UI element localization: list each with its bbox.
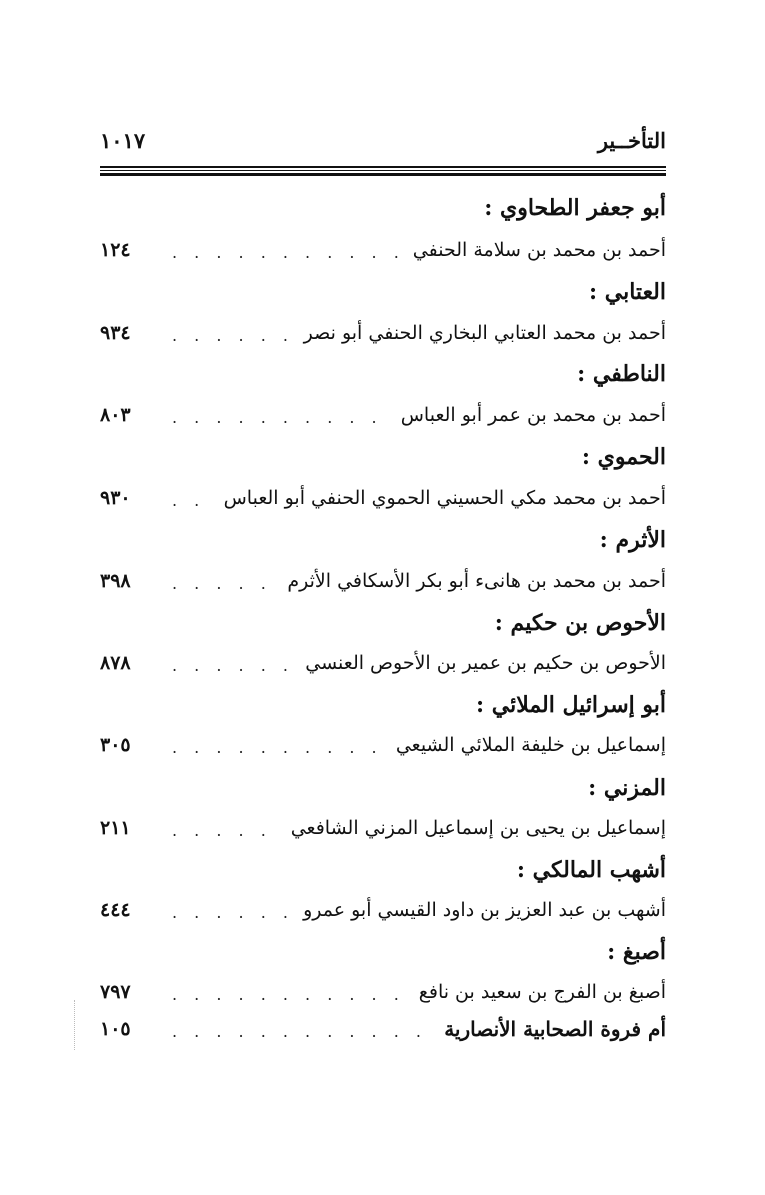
- entry-row: [100, 643, 666, 683]
- entry-page-number: ٢١١: [100, 817, 131, 839]
- entry-page-number: ٣٩٨: [100, 570, 131, 592]
- heading-text: الناطفي :: [577, 361, 666, 387]
- index-entries: [100, 0, 666, 1195]
- entry-name: أحمد بن محمد بن سلامة الحنفي: [412, 239, 666, 261]
- entry-page-number: ٤٤٤: [100, 899, 131, 921]
- entry-page-number: ٩٣٠: [100, 487, 131, 509]
- entry-name: أحمد بن محمد مكي الحسيني الحموي الحنفي أبو العباس: [223, 487, 666, 509]
- entry-page-number: ١٢٤: [100, 239, 131, 261]
- entry-row: [100, 395, 666, 435]
- dot-leader: [172, 899, 293, 922]
- scan-margin-mark: [74, 1000, 77, 1050]
- entry-name: أحمد بن محمد العتابي البخاري الحنفي أبو نصر: [303, 322, 666, 344]
- dot-leader: [172, 487, 214, 510]
- entry-row: [100, 725, 666, 765]
- heading-text: المزني :: [588, 775, 666, 801]
- entry-heading: [100, 437, 666, 477]
- running-header-title: التأخــير: [597, 128, 666, 153]
- entry-heading: [100, 603, 666, 643]
- heading-text: أبو إسرائيل الملائي :: [475, 692, 666, 718]
- dot-leader: [172, 981, 409, 1004]
- entry-name: أحمد بن محمد بن هانىء أبو بكر الأسكافي الأثرم: [287, 570, 666, 592]
- entry-row: [100, 890, 666, 930]
- entry-row: [100, 808, 666, 848]
- entry-name: أحمد بن محمد بن عمر أبو العباس: [400, 404, 666, 426]
- entry-page-number: ٨٧٨: [100, 652, 131, 674]
- dot-leader: [172, 817, 281, 840]
- entry-heading: [100, 685, 666, 725]
- heading-text: العتابي :: [588, 279, 666, 305]
- entry-heading: [100, 520, 666, 560]
- entry-name: إسماعيل بن يحيى بن إسماعيل المزني الشافعي: [290, 817, 666, 839]
- entry-row: [100, 313, 666, 353]
- entry-row: [100, 478, 666, 518]
- heading-text: الأثرم :: [599, 527, 666, 553]
- dot-leader: [172, 734, 386, 757]
- entry-name: الأحوص بن حكيم بن عمير بن الأحوص العنسي: [305, 652, 666, 674]
- entry-row: [100, 230, 666, 270]
- heading-text: الأحوص بن حكيم :: [494, 610, 666, 636]
- entry-heading: [100, 272, 666, 312]
- entry-page-number: ١٠٥: [100, 1018, 131, 1040]
- dot-leader: [172, 404, 391, 427]
- entry-name: أم فروة الصحابية الأنصارية: [444, 1017, 666, 1041]
- heading-text: الحموي :: [581, 444, 666, 470]
- entry-heading: [100, 768, 666, 808]
- heading-text: أصبغ :: [607, 939, 666, 965]
- dot-leader: [172, 239, 403, 262]
- dot-leader: [172, 1018, 434, 1041]
- entry-name: أشهب بن عبد العزيز بن داود القيسي أبو عمرو: [303, 899, 666, 921]
- page-number: ١٠١٧: [100, 128, 146, 153]
- entry-page-number: ٨٠٣: [100, 404, 131, 426]
- entry-heading: [100, 188, 666, 228]
- entry-row: [100, 972, 666, 1012]
- heading-text: أبو جعفر الطحاوي :: [484, 195, 666, 221]
- entry-heading: [100, 932, 666, 972]
- dot-leader: [172, 570, 277, 593]
- dot-leader: [172, 652, 295, 675]
- entry-page-number: ٩٣٤: [100, 322, 131, 344]
- entry-name: أصبغ بن الفرج بن سعيد بن نافع: [418, 981, 666, 1003]
- dot-leader: [172, 322, 294, 345]
- entry-page-number: ٧٩٧: [100, 981, 131, 1003]
- heading-text: أشهب المالكي :: [516, 857, 666, 883]
- entry-row-final: [100, 1009, 666, 1049]
- entry-page-number: ٣٠٥: [100, 734, 131, 756]
- entry-heading: [100, 850, 666, 890]
- entry-row: [100, 561, 666, 601]
- entry-heading: [100, 354, 666, 394]
- entry-name: إسماعيل بن خليفة الملائي الشيعي: [395, 734, 666, 756]
